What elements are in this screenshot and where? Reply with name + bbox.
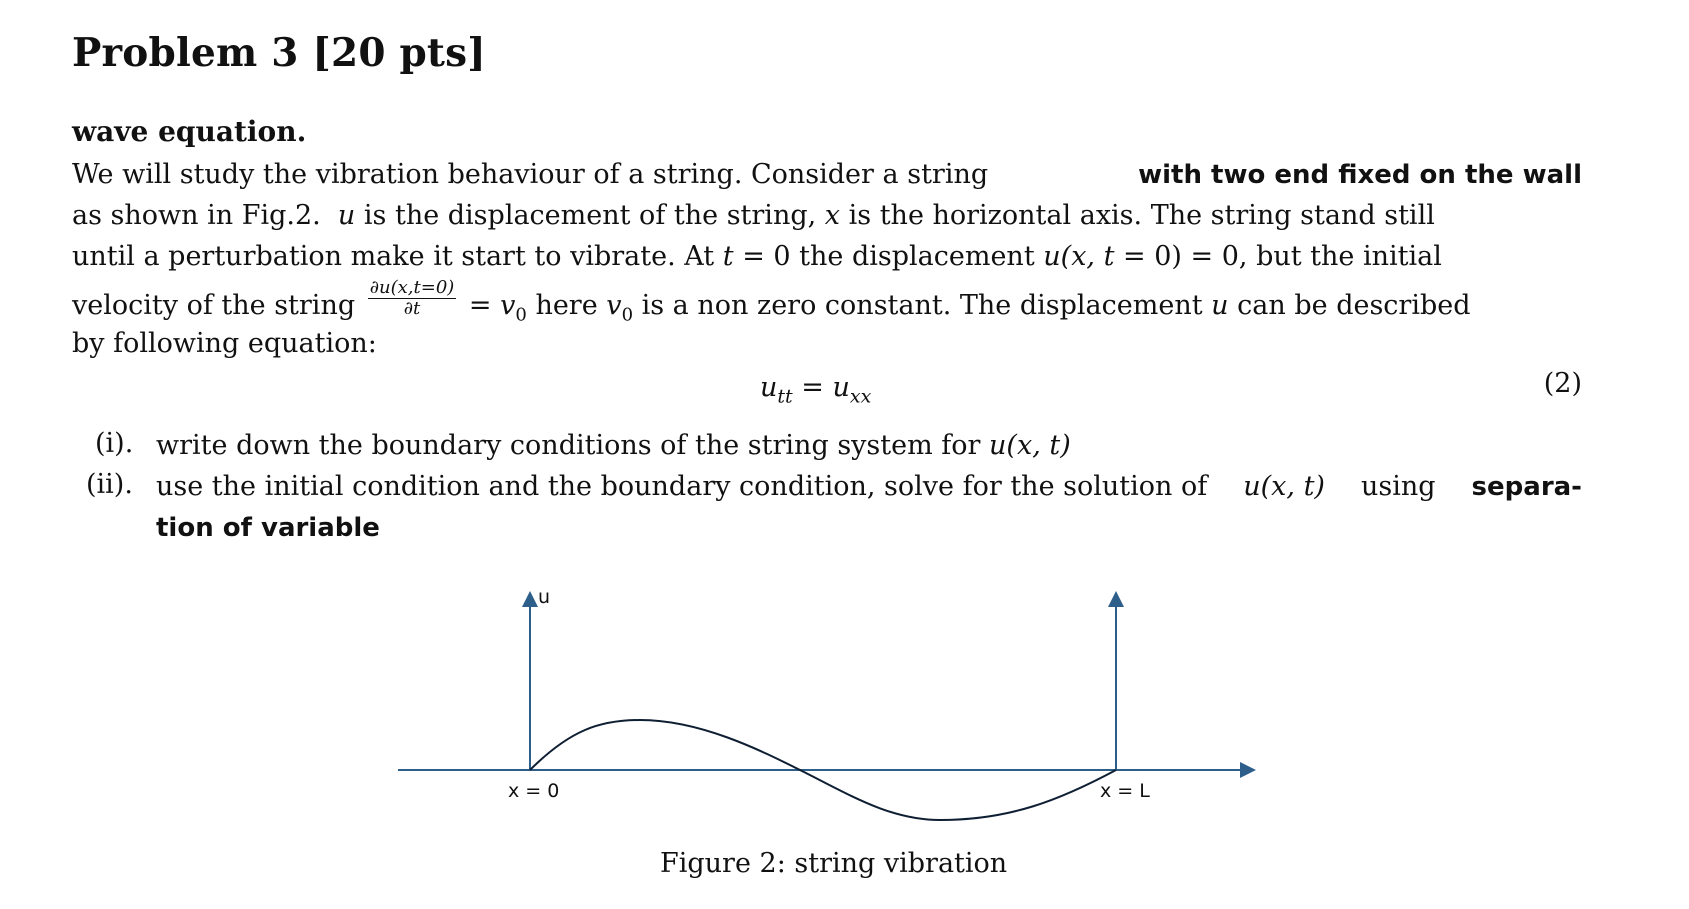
text-span: by following equation: (72, 328, 377, 359)
text-span: is the displacement of the string, (363, 200, 817, 231)
math-var-t: t (722, 241, 734, 272)
math-var-u: u (1211, 290, 1229, 321)
bold-phrase: with two end fixed on the wall (1138, 160, 1582, 190)
bold-phrase: separa- (1471, 472, 1582, 502)
item-label: (ii). (86, 469, 133, 500)
section-subheading: wave equation. (72, 115, 307, 148)
text-span: is a non zero constant. The displacement (641, 290, 1203, 321)
u-axis-label: u (538, 586, 551, 608)
text-span: = 0 the displacement (742, 241, 1035, 272)
text-span: using (1360, 471, 1436, 502)
equation-lhs-subscript: tt (777, 385, 793, 408)
figure-caption: Figure 2: string vibration (660, 848, 1008, 879)
math-expression: u(x, t) (989, 430, 1071, 461)
text-span: We will study the vibration behaviour of a string. Consider a string (72, 159, 989, 190)
text-span: as shown in Fig.2. (72, 200, 321, 231)
equals-sign: = (468, 290, 492, 321)
equation-rhs-subscript: xx (849, 385, 872, 408)
math-var-v: v (606, 290, 622, 321)
equation-lhs: u (760, 372, 778, 403)
math-var-v: v (500, 290, 516, 321)
fraction-denominator: ∂t (403, 298, 421, 319)
text-span: use the initial condition and the boundary condition, solve for the solution of (156, 471, 1208, 502)
text-span: is the horizontal axis. The string stand still (848, 200, 1435, 231)
text-span: write down the boundary conditions of the string system for (156, 430, 981, 461)
equation-rhs: u (832, 372, 850, 403)
text-span: here (535, 290, 598, 321)
xL-label: x = L (1100, 780, 1150, 802)
text-span: velocity of the string (72, 290, 356, 321)
bold-phrase: tion of variable (156, 513, 380, 543)
math-expression: u(x, t) (1243, 471, 1325, 502)
math-var-x: x (824, 200, 841, 231)
fraction-numerator: ∂u(x,t=0) (369, 277, 455, 298)
x0-label: x = 0 (508, 780, 560, 802)
math-expression: u(x, t (1043, 241, 1115, 272)
text-span: = 0) = 0, but the initial (1123, 241, 1442, 272)
text-span: until a perturbation make it start to vibrate. At (72, 241, 715, 272)
math-subscript: 0 (621, 304, 634, 326)
equation-equals: = (801, 372, 824, 403)
text-span: can be described (1237, 290, 1471, 321)
item-label: (i). (95, 428, 134, 459)
equation-number: (2) (1543, 368, 1582, 399)
problem-title: Problem 3 [20 pts] (72, 30, 486, 76)
math-subscript: 0 (515, 304, 527, 326)
math-var-u: u (337, 200, 356, 231)
